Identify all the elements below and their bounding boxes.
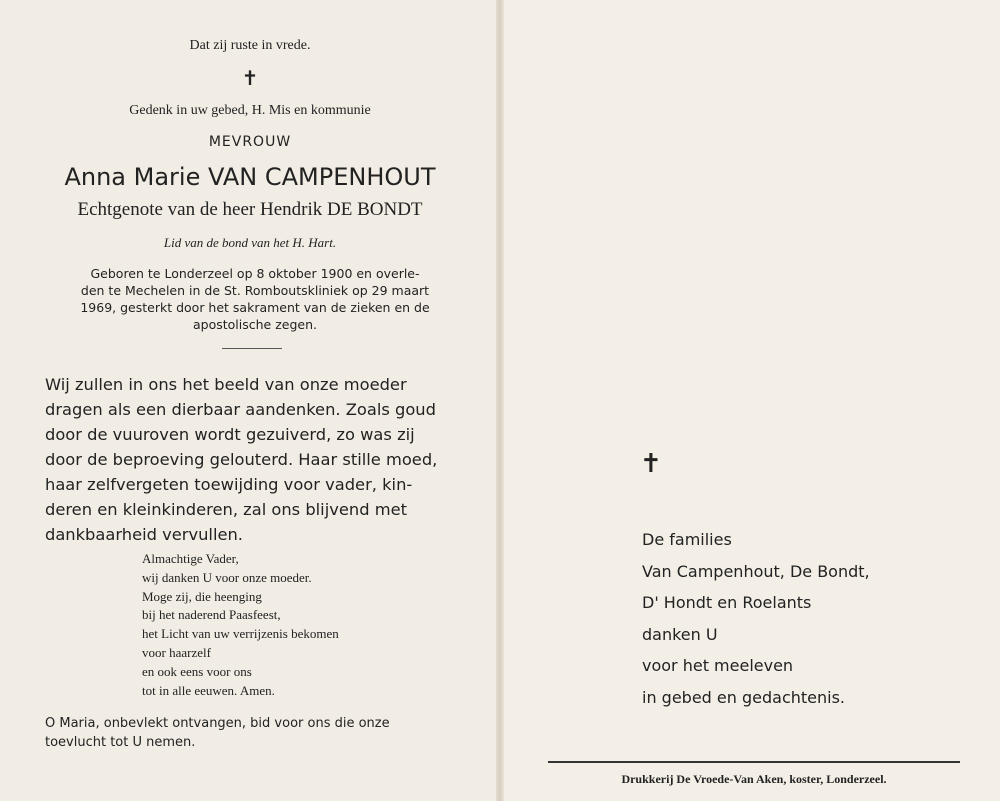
prayer-line: Moge zij, die heenging — [142, 588, 262, 604]
prayer-line: tot in alle eeuwen. Amen. — [142, 682, 275, 698]
invocation-line: toevlucht tot U nemen. — [45, 735, 196, 750]
tribute-line: dragen als een dierbaar aandenken. Zoals goud — [45, 400, 436, 419]
thanks-line: D' Hondt en Roelants — [642, 593, 812, 612]
cross-icon: ✝ — [241, 68, 259, 90]
birth-line: Geboren te Londerzeel op 8 oktober 1900 en overle- — [90, 266, 420, 281]
cross-icon: ✝ — [640, 449, 662, 478]
thanks-line: De families — [642, 530, 732, 549]
prayer-line: wij danken U voor onze moeder. — [142, 569, 312, 585]
prayer-line: bij het naderend Paasfeest, — [142, 607, 281, 623]
rest-in-peace-line: Dat zij ruste in vrede. — [189, 38, 311, 53]
family-thanks — [642, 524, 870, 713]
tribute-text — [45, 372, 463, 547]
birth-line: den te Mechelen in de St. Romboutskliniek op 29 maart — [80, 283, 430, 298]
prayer-line: Almachtige Vader, — [142, 551, 239, 566]
printer-credit: Drukkerij De Vroede-Van Aken, koster, Londerzeel. — [621, 772, 887, 786]
tribute-line: Wij zullen in ons het beeld van onze moeder — [45, 375, 407, 394]
prayer-line: het Licht van uw verrijzenis bekomen — [142, 626, 339, 642]
maria-invocation — [45, 714, 465, 752]
membership-line: Lid van de bond van het H. Hart. — [163, 235, 337, 250]
tribute-line: door de vuuroven wordt gezuiverd, zo was zij — [45, 425, 415, 444]
thanks-line: danken U — [642, 624, 718, 644]
birth-death-details — [48, 265, 462, 333]
tribute-line: dankbaarheid vervullen. — [45, 525, 243, 544]
thanks-line: voor het meeleven — [642, 656, 794, 675]
card-fold — [496, 0, 504, 801]
deceased-name: Anna Marie VAN CAMPENHOUT — [64, 163, 436, 191]
tribute-line: haar zelfvergeten toewijding voor vader, kin- — [45, 475, 413, 494]
title-mevrouw: MEVROUW — [208, 134, 292, 150]
invocation-line: O Maria, onbevlekt ontvangen, bid voor ons die onze — [45, 716, 390, 731]
prayer — [142, 550, 339, 700]
birth-line: apostolische zegen. — [193, 317, 317, 332]
remembrance-request: Gedenk in uw gebed, H. Mis en kommunie — [129, 103, 371, 118]
printer-rule — [548, 761, 960, 763]
thanks-line: Van Campenhout, De Bondt, — [642, 561, 870, 581]
thanks-line: in gebed en gedachtenis. — [642, 687, 846, 707]
divider — [222, 348, 282, 349]
tribute-line: deren en kleinkinderen, zal ons blijvend met — [45, 500, 407, 519]
prayer-line: voor haarzelf — [142, 644, 211, 660]
prayer-line: en ook eens voor ons — [142, 663, 252, 679]
birth-line: 1969, gesterkt door het sakrament van de zieken en de — [80, 300, 430, 315]
tribute-line: door de beproeving gelouterd. Haar stille moed, — [45, 450, 438, 469]
spouse-line: Echtgenote van de heer Hendrik DE BONDT — [77, 199, 423, 220]
